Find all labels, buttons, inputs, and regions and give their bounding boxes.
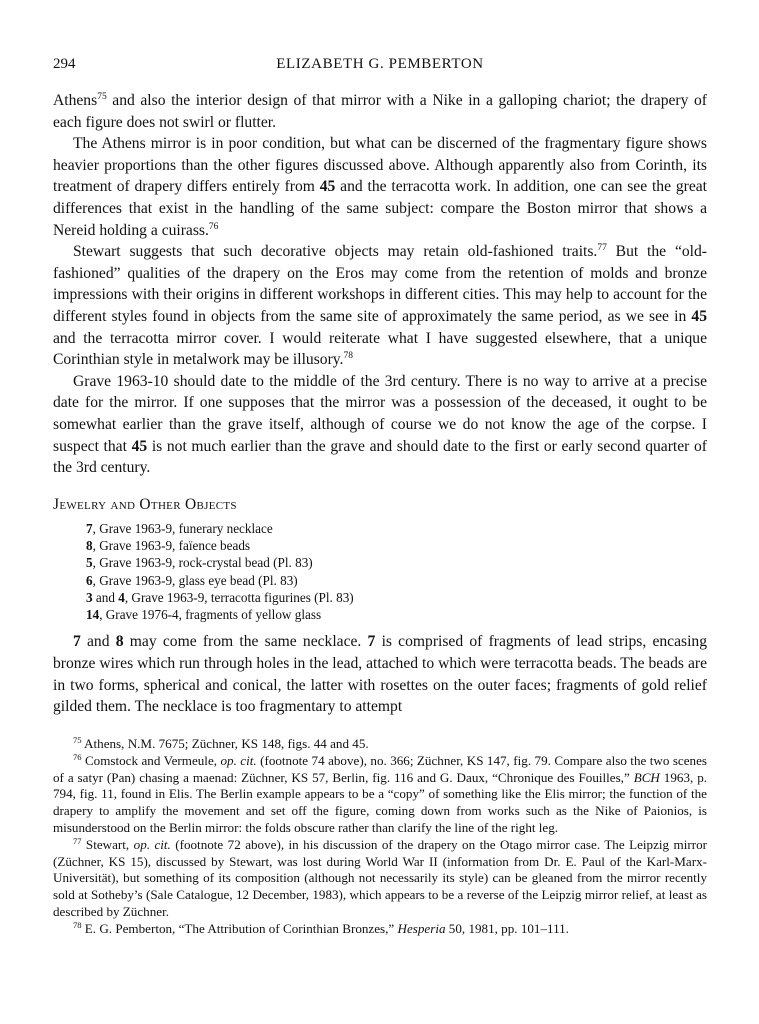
paragraph-4: Grave 1963-10 should date to the middle of the 3rd century. There is no way to arrive at a precise date for the mirror. If one supposes that the mirror was a possession of the deceased, it ought to be somewhat earlier than the grave itself, although of course we do not know the age of the corpse. I suspect that 45 is not much earlier than the grave and should date to the first or early second quarter of the 3rd century. bbox=[53, 372, 707, 477]
footnote-76: $^{76}$ Comstock and Vermeule, op. cit. (footnote 74 above), no. 366; Züchner, KS 147, fig. 79. Compare also the two scenes of a satyr (Pan) chasing a maenad: Züchner, KS 57, Berlin, fig. 116 and G. Daux, “Chronique des Fouilles,” BCH 1963, p. 794, fig. 11, found in Elis. The Berlin example appears to be a “copy” of something like the Elis mirror; the function of the drapery to amplify the movement and set off the figure, coming down from works such as the Nike of Paionios, is misunderstood on the Berlin mirror: the folds obscure rather than clarify the line of the right leg. bbox=[53, 751, 708, 835]
footnote-75: $^{75}$ Athens, N.M. 7675; Züchner, KS 148, figs. 44 and 45. bbox=[73, 735, 369, 751]
footnote-78: $^{78}$ E. G. Pemberton, “The Attribution of Corinthian Bronzes,” Hesperia 50, 1981, pp. 101–111. bbox=[73, 919, 569, 936]
paragraph-3: Stewart suggests that such decorative objects may retain old-fashioned traits.$^{77}$ But the “old-fashioned” qualities of the drapery on the Eros may come from the retention of molds and bronze impressions with their origins in different workshops in different cities. This may help to account for the different styles found in objects from the same site of approximately the same period, as we see in 45 and the terracotta mirror cover. I would reiterate what I have suggested elsewhere, that a unique Corinthian style in metalwork may be illusory.$^{78}$ bbox=[53, 243, 707, 369]
paragraph-2: The Athens mirror is in poor condition, but what can be discerned of the fragmentary figure shows heavier proportions than the other figures discussed above. Although apparently also from Corinth, its treatment of drapery differs entirely from 45 and the terracotta work. In addition, one can see the great differences that exist in the handling of the same subject: compare the Boston mirror that shows a Nereid holding a cuirass.$^{76}$ bbox=[53, 135, 707, 239]
page-number: 294 bbox=[53, 56, 76, 72]
list-item: 5, Grave 1963-9, rock-crystal bead (Pl. 83) bbox=[86, 555, 313, 571]
list-item: 6, Grave 1963-9, glass eye bead (Pl. 83) bbox=[86, 572, 298, 588]
paragraph-5: 7 and 8 may come from the same necklace. 7 is comprised of fragments of lead strips, encasing bronze wires which run through holes in the lead, attached to which were terracotta beads. The beads are in two forms, spherical and conical, the latter with rosettes on the outer faces; fragments of gold relief gilded them. The necklace is too fragmentary to attempt bbox=[53, 633, 708, 716]
page-header bbox=[53, 54, 707, 74]
footnote-ref-78[interactable]: 78 bbox=[343, 351, 353, 362]
object-list bbox=[53, 520, 707, 624]
paragraph-1: Athens$^{75}$ and also the interior design of that mirror with a Nike in a galloping chariot; the drapery of each figure does not swirl or flutter. bbox=[53, 92, 707, 131]
footnote-ref-75[interactable]: 75 bbox=[97, 92, 107, 102]
footnote-ref-76[interactable]: 76 bbox=[208, 221, 219, 232]
footnote-77: $^{77}$ Stewart, op. cit. (footnote 72 above), in his discussion of the drapery on the Otago mirror case. The Leipzig mirror (Züchner, KS 15), discussed by Stewart, was lost during World War II (information from Dr. E. Paul of the Karl-Marx-Universität), but something of its composition (although not necessarily its style) can be gleaned from the mirror recently sold at Sotheby’s (Sale Catalogue, 12 December, 1983), which appears to be a reverse of the Leipzig mirror relief, at least as described by Züchner. bbox=[53, 835, 707, 919]
footnote-ref-77[interactable]: 77 bbox=[597, 243, 607, 254]
list-item: 3 and 4, Grave 1963-9, terracotta figurines (Pl. 83) bbox=[86, 589, 354, 605]
list-item: 14, Grave 1976-4, fragments of yellow glass bbox=[86, 607, 322, 623]
footnotes bbox=[53, 736, 707, 938]
main-text bbox=[53, 90, 707, 718]
running-head: ELIZABETH G. PEMBERTON bbox=[276, 56, 484, 72]
list-item: 7, Grave 1963-9, funerary necklace bbox=[86, 520, 273, 536]
section-heading: Jewelry and Other Objects bbox=[53, 495, 237, 513]
list-item: 8, Grave 1963-9, faïence beads bbox=[86, 537, 251, 553]
